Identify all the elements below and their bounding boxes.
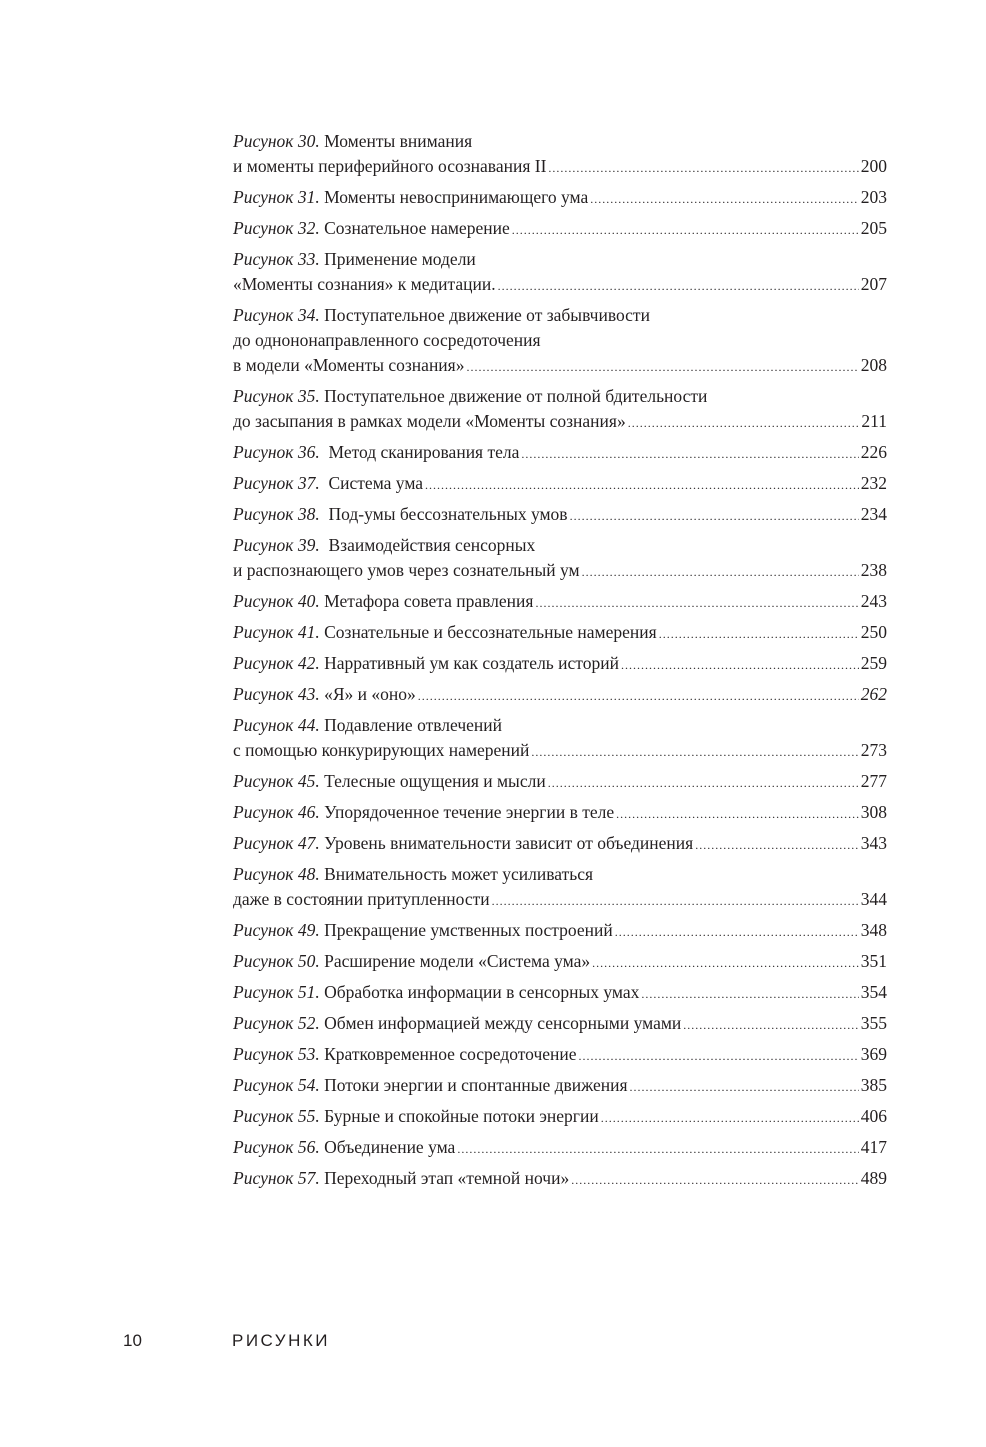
figure-label: Рисунок 47. [233, 833, 320, 853]
toc-entry-line [233, 1104, 887, 1129]
page-reference: 351 [860, 951, 887, 971]
figure-label: Рисунок 52. [233, 1013, 320, 1033]
toc-entry-line [233, 440, 887, 465]
toc-entry [233, 303, 887, 378]
page-reference: 238 [860, 560, 887, 580]
toc-entry [233, 769, 887, 794]
dot-leader [695, 833, 859, 858]
toc-entry-line [233, 887, 887, 912]
toc-entry [233, 129, 887, 179]
figure-label: Рисунок 57. [233, 1168, 320, 1188]
figure-title: и распознающего умов через сознательный ум [233, 560, 580, 580]
toc-entry [233, 1104, 887, 1129]
figure-label: Рисунок 35. [233, 386, 320, 406]
figure-title: Телесные ощущения и мысли [324, 771, 546, 791]
toc-entry-line [233, 471, 887, 496]
toc-entry-line [233, 154, 887, 179]
figure-title: Подавление отвлечений [324, 715, 502, 735]
page-reference: 226 [860, 442, 887, 462]
toc-entry [233, 651, 887, 676]
dot-leader [492, 889, 859, 914]
dot-leader [621, 653, 859, 678]
figure-label: Рисунок 38. [233, 504, 320, 524]
page-number: 10 [123, 1331, 142, 1350]
toc-entry-line [233, 533, 887, 558]
figure-title: Поступательное движение от забывчивости [324, 305, 650, 325]
figure-label: Рисунок 31. [233, 187, 320, 207]
toc-entry [233, 1042, 887, 1067]
page-reference: 203 [860, 187, 887, 207]
figure-label: Рисунок 55. [233, 1106, 320, 1126]
toc-entry [233, 682, 887, 707]
toc-entry-line [233, 303, 887, 328]
figure-title: с помощью конкурирующих намерений [233, 740, 530, 760]
running-header: РИСУНКИ [232, 1331, 330, 1350]
dot-leader [512, 218, 859, 243]
page-reference: 200 [860, 156, 887, 176]
page-reference: 406 [860, 1106, 887, 1126]
toc-entry-line [233, 353, 887, 378]
figure-title: Расширение модели «Система ума» [324, 951, 591, 971]
figure-title: Метафора совета правления [324, 591, 534, 611]
figure-label: Рисунок 39. [233, 535, 320, 555]
toc-entry [233, 185, 887, 210]
toc-entry-line [233, 384, 887, 409]
figure-label: Рисунок 54. [233, 1075, 320, 1095]
figure-label: Рисунок 56. [233, 1137, 320, 1157]
dot-leader [570, 504, 859, 529]
toc-entry-line [233, 800, 887, 825]
toc-entry-line [233, 682, 887, 707]
page-reference: 232 [860, 473, 887, 493]
toc-entry [233, 247, 887, 297]
toc-entry-line [233, 620, 887, 645]
figure-label: Рисунок 51. [233, 982, 320, 1002]
figure-label: Рисунок 49. [233, 920, 320, 940]
toc-entry [233, 862, 887, 912]
page-reference: 234 [860, 504, 887, 524]
dot-leader [628, 411, 860, 436]
toc-entry-line [233, 185, 887, 210]
dot-leader [457, 1137, 858, 1162]
dot-leader [592, 951, 859, 976]
toc-entry [233, 1073, 887, 1098]
figure-title: Моменты невоспринимающего ума [324, 187, 589, 207]
page-reference: 259 [860, 653, 887, 673]
figure-title: в модели «Моменты сознания» [233, 355, 465, 375]
figure-label: Рисунок 50. [233, 951, 320, 971]
page-reference: 369 [860, 1044, 887, 1064]
figure-title: Упорядоченное течение энергии в теле [324, 802, 615, 822]
dot-leader [683, 1013, 858, 1038]
toc-entry [233, 713, 887, 763]
toc-entry [233, 800, 887, 825]
toc-entry-line [233, 129, 887, 154]
toc-entry-line [233, 502, 887, 527]
page-reference: 277 [860, 771, 887, 791]
toc-entry-line [233, 831, 887, 856]
page-reference: 243 [860, 591, 887, 611]
figure-title: Обмен информацией между сенсорными умами [324, 1013, 682, 1033]
dot-leader [548, 156, 858, 181]
page-reference: 250 [860, 622, 887, 642]
figure-title: Нарративный ум как создатель историй [324, 653, 619, 673]
toc-entry-line [233, 328, 887, 353]
dot-leader [590, 187, 859, 212]
toc-entry [233, 1011, 887, 1036]
page-reference: 343 [860, 833, 887, 853]
toc-entry-line [233, 1011, 887, 1036]
toc-entry-line [233, 1166, 887, 1191]
toc-entry-line [233, 558, 887, 583]
figure-title: Переходный этап «темной ночи» [324, 1168, 570, 1188]
figure-title: Объединение ума [324, 1137, 456, 1157]
figure-label: Рисунок 42. [233, 653, 320, 673]
toc-entry [233, 620, 887, 645]
toc-entry-line [233, 949, 887, 974]
page-reference: 207 [860, 274, 887, 294]
toc-entry [233, 949, 887, 974]
page-reference: 308 [860, 802, 887, 822]
toc-entry-line [233, 713, 887, 738]
figure-title: Потоки энергии и спонтанные движения [324, 1075, 628, 1095]
toc-entry [233, 1135, 887, 1160]
dot-leader [535, 591, 858, 616]
figure-label: Рисунок 34. [233, 305, 320, 325]
toc-entry-line [233, 1135, 887, 1160]
dot-leader [641, 982, 858, 1007]
page-reference: 205 [860, 218, 887, 238]
figure-title: и моменты периферийного осознавания II [233, 156, 547, 176]
toc-entry [233, 216, 887, 241]
dot-leader [601, 1106, 859, 1131]
toc-entry-line [233, 738, 887, 763]
figure-label: Рисунок 32. [233, 218, 320, 238]
toc-entry [233, 502, 887, 527]
toc-entry-line [233, 247, 887, 272]
figure-label: Рисунок 37. [233, 473, 320, 493]
figure-title: Бурные и спокойные потоки энергии [324, 1106, 599, 1126]
page-reference: 348 [860, 920, 887, 940]
toc-entry [233, 440, 887, 465]
dot-leader [659, 622, 859, 647]
toc-entry-line [233, 918, 887, 943]
page-reference: 344 [860, 889, 887, 909]
figure-label: Рисунок 44. [233, 715, 320, 735]
page-reference: 417 [860, 1137, 887, 1157]
figure-title: Метод сканирования тела [324, 442, 520, 462]
dot-leader [425, 473, 859, 498]
toc-entry [233, 980, 887, 1005]
figure-title: Уровень внимательности зависит от объединения [324, 833, 694, 853]
figure-label: Рисунок 53. [233, 1044, 320, 1064]
figure-title: Сознательные и бессознательные намерения [324, 622, 657, 642]
figure-label: Рисунок 45. [233, 771, 320, 791]
toc-entry-line [233, 980, 887, 1005]
toc-entry-line [233, 216, 887, 241]
figure-title: Прекращение умственных построений [324, 920, 613, 940]
toc-entry-line [233, 1042, 887, 1067]
figure-title: Под-умы бессознательных умов [324, 504, 568, 524]
figure-title: до однононаправленного сосредоточения [233, 330, 541, 350]
page-reference: 385 [860, 1075, 887, 1095]
figure-title: Моменты внимания [324, 131, 473, 151]
toc-entry [233, 831, 887, 856]
figure-title: даже в состоянии притупленности [233, 889, 490, 909]
dot-leader [531, 740, 858, 765]
page-reference: 208 [860, 355, 887, 375]
toc-entry [233, 384, 887, 434]
figure-label: Рисунок 33. [233, 249, 320, 269]
page-reference: 354 [860, 982, 887, 1002]
dot-leader [548, 771, 859, 796]
figure-title: Применение модели [324, 249, 476, 269]
figure-title: «Я» и «оно» [324, 684, 416, 704]
toc-entry-line [233, 589, 887, 614]
page-reference: 489 [860, 1168, 887, 1188]
dot-leader [498, 274, 859, 299]
page-reference: 273 [860, 740, 887, 760]
figure-title: Система ума [324, 473, 424, 493]
figure-title: Обработка информации в сенсорных умах [324, 982, 640, 1002]
figure-label: Рисунок 43. [233, 684, 320, 704]
figure-label: Рисунок 41. [233, 622, 320, 642]
figure-title: Сознательное намерение [324, 218, 510, 238]
toc-entry [233, 918, 887, 943]
toc-entry-line [233, 1073, 887, 1098]
dot-leader [630, 1075, 859, 1100]
toc-entry [233, 1166, 887, 1191]
figure-title: «Моменты сознания» к медитации. [233, 274, 496, 294]
toc-entry-line [233, 651, 887, 676]
dot-leader [571, 1168, 859, 1193]
figure-title: до засыпания в рамках модели «Моменты сознания» [233, 411, 626, 431]
toc-entry-line [233, 409, 887, 434]
dot-leader [579, 1044, 859, 1069]
figure-title: Поступательное движение от полной бдительности [324, 386, 708, 406]
dot-leader [615, 920, 859, 945]
page-reference: 355 [860, 1013, 887, 1033]
figure-label: Рисунок 30. [233, 131, 320, 151]
figure-label: Рисунок 40. [233, 591, 320, 611]
dot-leader [616, 802, 859, 827]
dot-leader [418, 684, 859, 709]
toc-entry [233, 589, 887, 614]
figure-title: Кратковременное сосредоточение [324, 1044, 577, 1064]
figure-title: Внимательность может усиливаться [324, 864, 594, 884]
toc-entry [233, 471, 887, 496]
figure-label: Рисунок 46. [233, 802, 320, 822]
toc-entry [233, 533, 887, 583]
dot-leader [466, 355, 858, 380]
toc-entry-line [233, 272, 887, 297]
toc-entry-line [233, 862, 887, 887]
dot-leader [582, 560, 859, 585]
dot-leader [521, 442, 858, 467]
page-reference: 211 [861, 411, 887, 431]
figure-label: Рисунок 48. [233, 864, 320, 884]
figure-label: Рисунок 36. [233, 442, 320, 462]
page-reference: 262 [860, 684, 887, 704]
figure-title: Взаимодействия сенсорных [324, 535, 536, 555]
toc-entry-line [233, 769, 887, 794]
table-of-figures [233, 129, 887, 1197]
